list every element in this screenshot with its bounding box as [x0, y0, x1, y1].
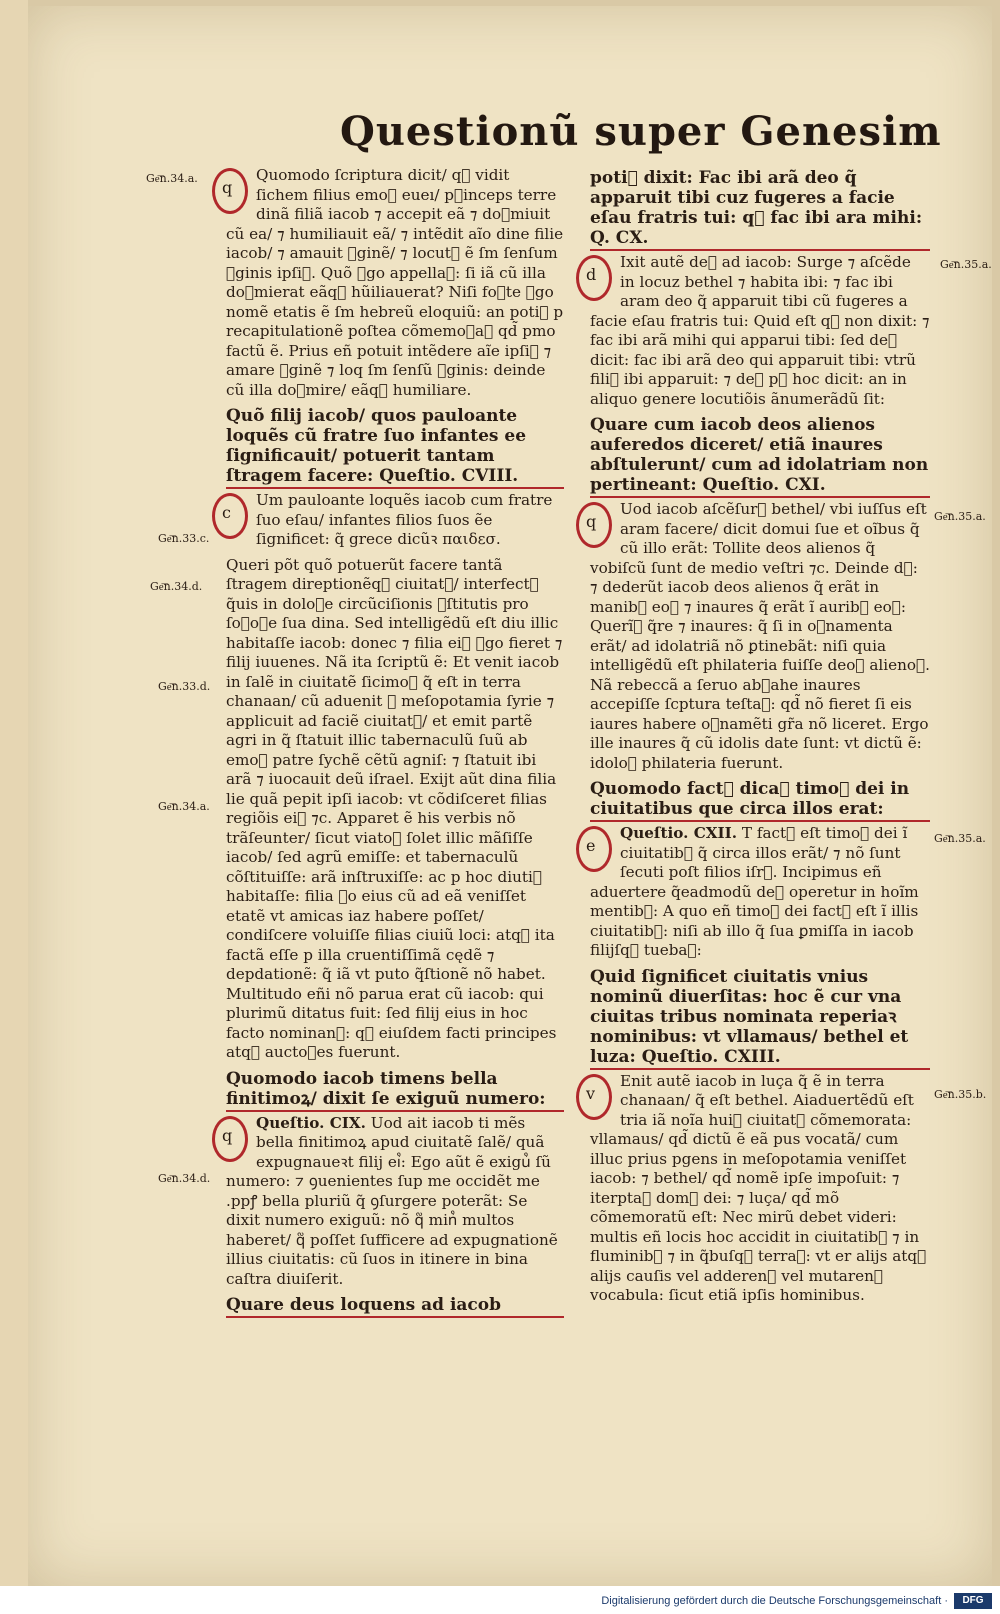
margin-note: Ge͞n.35.a. — [934, 510, 986, 523]
question-heading: Quomodo iacob timens bella finitimoꝝ/ dixit ſe exiguũ numero: — [226, 1069, 564, 1112]
question-heading: Quõ filij iacob/ quos pauloante loquẽs cũ fratre ſuo infantes ee ſignificauit/ potuerit tantam ſtragem facere: Queſtio. CVIII. — [226, 406, 564, 489]
paragraph: q Queſtio. CIX. Uod ait iacob ti mẽs bella finitimoꝝ apud ciuitatẽ ſalẽ/ quã expugnaueꝛt filij ei᷒: Ego aũt ẽ exigu᷒ ſũ numero: ⁊ ꝯuenientes ſup me occidẽt me .ppꝭ bella pluriũ q̃ ꝯſurgere poterãt: Se dixit numero exiguũ: nõ q᷑ min᷒ multos haberet/ q᷑ poſſet ſufficere ad expugnationẽ illius ciuitatis: cũ ſuos in itinere in bina caſtra diuiſerit. — [226, 1114, 564, 1290]
footer-text: Digitalisierung gefördert durch die Deutsche Forschungsgemeinschaft · — [601, 1595, 948, 1607]
initial-q: q — [576, 502, 612, 546]
initial-e: e — [576, 826, 612, 870]
question-heading: Quare deus loquens ad iacob — [226, 1295, 564, 1318]
question-heading: Quare cum iacob deos alienos auferedos diceret/ etiã inaures abſtulerunt/ cum ad idolatriam non pertineant: Queſtio. CXI. — [590, 415, 930, 498]
margin-note: Ge͞n.33.c. — [158, 532, 210, 545]
paragraph: q Uod iacob aſcẽſur᷒ bethel/ vbi iuſſus eſt aram facere/ dicit domui ſue et oĩbus q̃ cũ illo erãt: Tollite deos alienos q̃ vobiſcũ ſunt de medio veſtri ⁊c. Deinde dꝛ: ⁊ dederũt iacob deos alienos q̃ erãt in manib᷒ eoꝝ ⁊ inaures q̃ erãt ĩ aurib᷒ eoꝝ: Querĩꝛ q̃re ⁊ inaures: q̃ ſi in oꝛnamenta erãt/ ad idolatriã nõ ꝑtinebãt: niſi quia intelligẽdũ eſt philateria fuiſſe deoꝝ alienoꝝ. Nã rebeccã a ſeruo abꝛahe inaures accepiſſe ſcptura teſtaꝛ: qd̃ nõ fieret ſi eis iaures habere oꝛnamẽti gr̃a nõ liceret. Ergo ille inaures q̃ cũ idolis date ſunt: vt dictũ ẽ: idoloꝝ philateria fuerunt. — [590, 500, 930, 773]
question-number: Queſtio. CIX. — [256, 1113, 366, 1132]
initial-d: d — [576, 255, 612, 299]
question-number: Queſtio. CXII. — [620, 824, 738, 842]
question-number: Q. CX. — [590, 228, 649, 248]
initial-v: v — [576, 1074, 612, 1118]
initial-c: c — [212, 493, 248, 537]
question-number: Queſtio. CVIII. — [379, 466, 519, 486]
digitization-footer — [0, 1586, 1000, 1614]
initial-q: q — [212, 1116, 248, 1160]
question-number: Queſtio. CXIII. — [641, 1046, 781, 1067]
margin-note: Ge͞n.34.a. — [146, 172, 198, 185]
paragraph: d Ixit autẽ de᷒ ad iacob: Surge ⁊ aſcẽde in locuz bethel ⁊ habita ibi: ⁊ fac ibi aram deo q̃ apparuit tibi cũ fugeres a facie eſau fratris tui: Quid eſt q᷑ non dixit: ⁊ fac ibi arã mihi qui apparui tibi: ſed de᷒ dicit: fac ibi arã deo qui apparuit tibi: vtrũ fili᷒ ibi apparuit: ⁊ de᷒ pꝛ hoc dicit: an in aliquo genere locutiõis ãnumerãdũ ſit: — [590, 253, 930, 409]
margin-note: Ge͞n.34.d. — [150, 580, 203, 593]
question-heading: Quid ſignificet ciuitatis vnius nominũ diuerſitas: hoc ẽ cur vna ciuitas tribus nominata reperiaꝛ nominibus: vt vllamaus/ bethel et luza: Queſtio. CXIII. — [590, 967, 930, 1070]
margin-note: Ge͞n.35.b. — [934, 1088, 987, 1101]
question-heading: poti᷒ dixit: Fac ibi arã deo q̃ apparuit tibi cuz fugeres a facie eſau fratris tui: q᷑ fac ibi ara mihi: Q. CX. — [590, 168, 930, 251]
right-column — [586, 166, 930, 1312]
paragraph: e Queſtio. CXII. T fact᷒ eſt timoꝛ dei ĩ ciuitatib᷒ q̃ circa illos erãt/ ⁊ nõ ſunt ſecuti poſt filios iſrꝭ. Incipimus eñ aduertere q̃eadmodũ de᷒ operetur in hoĩm mentib᷒: A quo eñ timoꝛ dei fact᷒ eſt ĩ illis ciuitatib᷒: niſi ab illo q̃ ſua ꝑmiſſa in iacob filijſq᷑ tuebaꝛ: — [590, 824, 930, 961]
dfg-logo: DFG — [954, 1593, 992, 1609]
paragraph: v Enit autẽ iacob in luça q̃ ẽ in terra chanaan/ q̃ eſt bethel. Aiaduertẽdũ eſt tria iã noĩa hui᷒ ciuitatꝭ cõmemorata: vllamaus/ qd̃ dictũ ẽ eã pus vocatã/ cum illuc prius pgens in meſopotamia veniſſet iacob: ⁊ bethel/ qd̃ nomẽ ipſe impoſuit: ⁊ iterptaꝛ dom᷒ dei: ⁊ luça/ qd̃ mõ cõmemoratũ eſt: Nec mirũ debet videri: multis eñ locis hoc accidit in ciuitatib᷒ ⁊ in fluminib᷒ ⁊ in q̃buſq᷑ terraꝝ: vt er alijs atq᷑ alijs cauſis vel adderenꝛ vel mutarenꝛ vocabula: ſicut etiã ipſis hominibus. — [590, 1072, 930, 1306]
margin-note: Ge͞n.35.a. — [940, 258, 992, 271]
initial-q: q — [212, 168, 248, 212]
book-edge — [0, 0, 28, 1614]
margin-note: Ge͞n.34.d. — [158, 1172, 211, 1185]
question-heading: Quomodo fact᷒ dicaꝛ timoꝛ dei in ciuitatibus que circa illos erat: — [590, 779, 930, 822]
paragraph: c Um pauloante loquẽs iacob cum fratre ſuo eſau/ infantes filios ſuos ẽe ſignificet: q̃ grece dicũꝛ παιδεσ. — [226, 491, 564, 550]
margin-note: Ge͞n.33.d. — [158, 680, 211, 693]
paragraph: q Quomodo ſcriptura dicit/ q᷑ vidit ſichem filius emoꝛ eueı/ pꝛinceps terre dinã filiã iacob ⁊ accepit eã ⁊ doꝛmiuit cũ ea/ ⁊ humiliauit eã/ ⁊ intẽdit aĩo dine filie iacob/ ⁊ amauit ỽginẽ/ ⁊ locut᷒ ẽ ſm ſenſum ỽginis ipſi᷒. Quõ ỽgo appellaꝛ: ſi iã cũ illa doꝛmierat eãq᷑ hũiliauerat? Niſi foꝛte ỽgo nomẽ etatis ẽ ſm hebreũ eloquiũ: an poti᷒ p recapitulationẽ poſtea cõmemoꝛaꝛ qd̃ pmo factũ ẽ. Prius eñ potuit intẽdere aĩe ipſi᷒ ⁊ amare ỽginẽ ⁊ loq ſm ſenſũ ỽginis: deinde cũ illa doꝛmire/ eãq᷑ humiliare. — [226, 166, 564, 400]
running-head: Questionũ super Genesim — [340, 108, 942, 155]
question-number: Queſtio. CXI. — [702, 475, 826, 495]
margin-note: Ge͞n.35.a. — [934, 832, 986, 845]
paragraph: Queri põt quõ potuerũt facere tantã ſtragem direptionẽq᷑ ciuitatꝭ/ interfectꝭ q̃uis in doloꝛe circũciſionis ꝯſtitutis pro ſoꝛoꝛe ſua dina. Sed intelligẽdũ eſt diu illic habitaſſe iacob: donec ⁊ filia ei᷒ ỽgo fieret ⁊ filij iuuenes. Nã ita ſcriptũ ẽ: Et venit iacob in ſalẽ in ciuitatẽ ſicimoꝝ q̃ eſt in terra chanaan/ cũ aduenit ꝺ meſopotamia ſyrie ⁊ applicuit ad faciẽ ciuitatꝭ/ et emit partẽ agri in q̃ ſtatuit illic tabernaculũ ſuũ ab emoꝛ patre ſychẽ cẽtũ agniſ: ⁊ ſtatuit ibi arã ⁊ iuocauit deũ iſrael. Exijt aũt dina filia lie quã pepit ipſi iacob: vt cõdiſceret filias regiõis ei᷒ ⁊c. Apparet ẽ his verbis nõ trãſeunter/ ſicut viatoꝛ ſolet illic mãſiſſe iacob/ ſed agrũ emiſſe: et tabernaculũ cõſtituiſſe: arã inſtruxiſſe: ac p hoc diuti᷒ habitaſſe: filia ỽo eius cũ ad eã veniſſet etatẽ vt amicas iaz habere poſſet/ condiſcere voluiſſe filias ciuiũ loci: atq᷑ ita factã eſſe p illa cruentiſſimã cędẽ ⁊ depdationẽ: q̃ iã vt puto q̃ſtionẽ nõ habet. Multitudo eñi nõ parua erat cũ iacob: qui plurimũ ditatus fuit: ſed filij eius in hoc facto nominanꝛ: q᷑ eiuſdem facti principes atq᷑ auctoꝛes fuerunt. — [226, 555, 563, 1061]
left-column — [222, 166, 564, 1320]
margin-note: Ge͞n.34.a. — [158, 800, 210, 813]
